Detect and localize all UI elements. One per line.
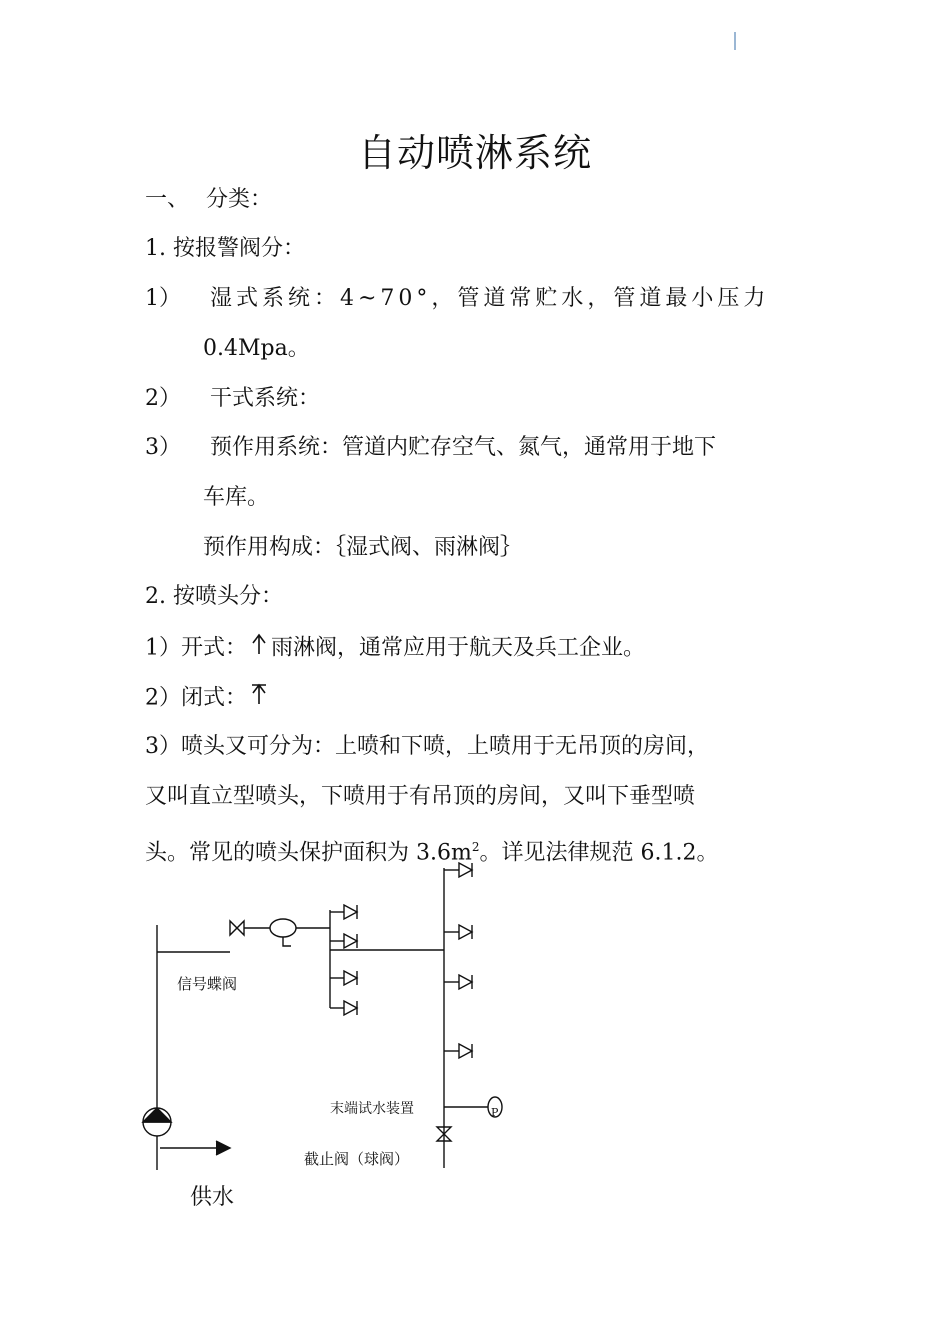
item-3-number: 3） [145, 435, 181, 460]
by-alarm-heading: 1. 按报警阀分： [145, 236, 305, 261]
sprinkler-head-icon [444, 925, 472, 939]
sprinkler-head-icon [330, 934, 357, 948]
open-type-prefix: 1）开式： [145, 635, 247, 661]
flow-indicator-icon [270, 919, 296, 946]
desc-line-3-b: 。详见法律规范 6.1.2。 [479, 840, 719, 866]
stop-valve-label: 截止阀（球阀） [304, 1150, 410, 1168]
composition-line: 预作用构成：｛湿式阀、雨淋阀｝ [203, 535, 523, 560]
document-title: 自动喷淋系统 [357, 131, 592, 175]
sprinkler-head-icon [330, 905, 357, 919]
supply-label: 供水 [190, 1185, 235, 1210]
sprinkler-head-icon [330, 1001, 357, 1015]
open-type-suffix: 雨淋阀，通常应用于航天及兵工企业。 [271, 635, 646, 661]
sprinkler-head-icon [444, 1044, 472, 1058]
item-2-text: 干式系统： [210, 386, 321, 411]
by-head-heading: 2. 按喷头分： [145, 584, 283, 609]
end-test-label: 末端试水装置 [330, 1101, 414, 1117]
sprinkler-head-icon [330, 971, 357, 985]
pump-icon [143, 1108, 171, 1136]
desc-line-1: 3）喷头又可分为：上喷和下喷，上喷用于无吊顶的房间， [145, 734, 709, 759]
item-1-continued: 0.4Mpa。 [203, 336, 310, 361]
signal-valve-label: 信号蝶阀 [177, 975, 238, 993]
supply-arrow-icon [160, 1141, 230, 1155]
pressure-gauge-label: P [491, 1106, 499, 1119]
superscript-two: 2 [471, 840, 480, 854]
desc-line-2: 又叫直立型喷头，下喷用于有吊顶的房间，又叫下垂型喷 [145, 784, 696, 809]
signal-butterfly-valve-icon [230, 921, 244, 935]
item-3-continued: 车库。 [203, 485, 270, 510]
item-1-text: 湿式系统：4~70°，管道常贮水，管道最小压力 [210, 286, 770, 311]
closed-type-prefix: 2）闭式： [145, 685, 247, 711]
section-number: 一、 [145, 187, 190, 212]
item-2-number: 2） [145, 386, 181, 411]
item-1-number: 1） [145, 286, 181, 311]
sprinkler-head-icon [444, 975, 472, 989]
sprinkler-head-icon [444, 863, 472, 877]
section-label: 分类： [206, 187, 273, 212]
desc-line-3-a: 头。常见的喷头保护面积为 3.6m [145, 840, 472, 866]
item-3-text: 预作用系统：管道内贮存空气、氮气，通常用于地下 [210, 435, 717, 460]
